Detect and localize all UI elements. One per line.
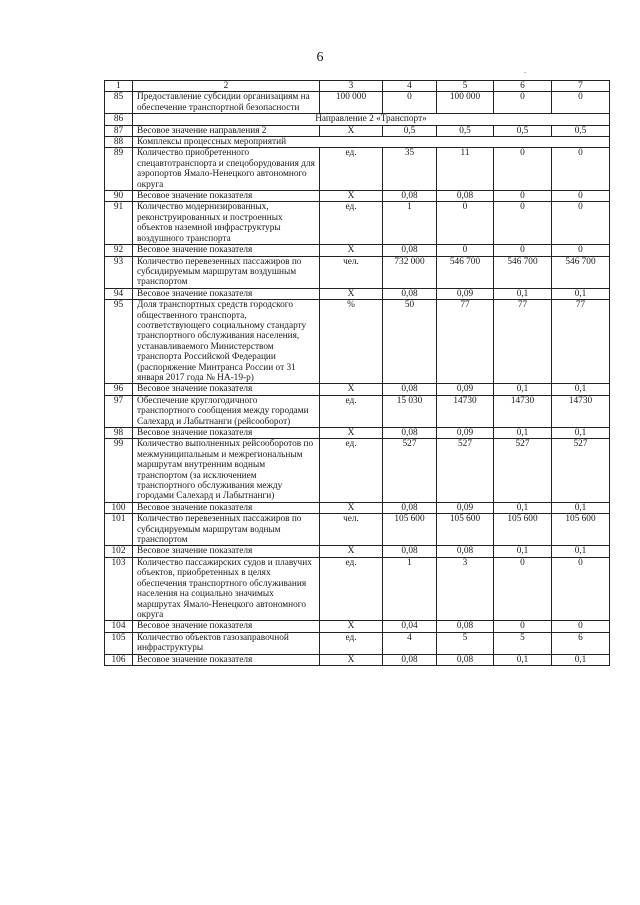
value-cell: 0 — [494, 202, 552, 245]
row-number: 100 — [105, 502, 133, 513]
header-cell: 6 — [494, 81, 552, 92]
value-cell: 1 — [383, 202, 437, 245]
header-cell: 1 — [105, 81, 133, 92]
table-row — [105, 114, 610, 125]
value-cell: 546 700 — [552, 256, 610, 288]
value-cell: 0 — [494, 621, 552, 632]
value-cell: 105 600 — [552, 514, 610, 546]
value-cell: 105 600 — [383, 514, 437, 546]
table-row — [105, 137, 610, 148]
value-cell: 732 000 — [383, 256, 437, 288]
value-cell: 0,5 — [494, 125, 552, 136]
value-cell: 15 030 — [383, 395, 437, 427]
value-cell: 0 — [552, 191, 610, 202]
table-row — [105, 300, 610, 384]
value-cell: 0,1 — [552, 502, 610, 513]
unit-cell: ед. — [320, 395, 383, 427]
value-cell: 77 — [494, 300, 552, 384]
table-row — [105, 191, 610, 202]
row-number: 92 — [105, 245, 133, 256]
value-cell: 0 — [494, 92, 552, 114]
scan-speck: . — [524, 66, 526, 75]
unit-cell: чел. — [320, 256, 383, 288]
value-cell: 5 — [437, 632, 494, 654]
value-cell: 0,1 — [494, 428, 552, 439]
table-row — [105, 245, 610, 256]
value-cell: 0,08 — [383, 428, 437, 439]
value-cell: 0 — [494, 191, 552, 202]
header-cell: 7 — [552, 81, 610, 92]
value-cell: 0,09 — [437, 384, 494, 395]
indicator-name: Весовое значение направления 2 — [133, 125, 320, 136]
table-row — [105, 148, 610, 191]
value-cell: 0,1 — [552, 428, 610, 439]
value-cell: 0,08 — [437, 191, 494, 202]
indicator-name: Количество модернизированных, реконструированных и построенных объектов наземной инфраструктуры воздушного транспорта — [133, 202, 320, 245]
table-row — [105, 632, 610, 654]
indicator-name: Количество выполненных рейсооборотов по межмуниципальным и межрегиональным маршрутам внутренним водным транспортом (за исключением транспортного обслуживания между городами Салехард и Лабытнанги) — [133, 439, 320, 502]
value-cell: 0,1 — [494, 384, 552, 395]
value-cell: 0,08 — [437, 621, 494, 632]
value-cell: 0 — [552, 245, 610, 256]
unit-cell: ед. — [320, 202, 383, 245]
row-number: 102 — [105, 546, 133, 557]
table-row — [105, 92, 610, 114]
row-number: 106 — [105, 654, 133, 665]
table-row — [105, 256, 610, 288]
table-row — [105, 546, 610, 557]
row-number: 99 — [105, 439, 133, 502]
indicator-name: Количество перевезенных пассажиров по субсидируемым маршрутам воздушным транспортом — [133, 256, 320, 288]
table-row — [105, 502, 610, 513]
indicators-table — [104, 80, 610, 666]
page-number: 6 — [316, 50, 324, 65]
unit-cell: Х — [320, 288, 383, 299]
header-cell: 5 — [437, 81, 494, 92]
value-cell: 0,5 — [552, 125, 610, 136]
value-cell: 0,04 — [383, 621, 437, 632]
header-cell: 2 — [133, 81, 320, 92]
indicator-name: Весовое значение показателя — [133, 546, 320, 557]
value-cell: 0,09 — [437, 288, 494, 299]
unit-cell: ед. — [320, 557, 383, 620]
unit-cell: Х — [320, 384, 383, 395]
header-cell: 4 — [383, 81, 437, 92]
row-number: 97 — [105, 395, 133, 427]
unit-cell: % — [320, 300, 383, 384]
value-cell: 0 — [552, 202, 610, 245]
value-cell: 0,1 — [494, 654, 552, 665]
row-number: 88 — [105, 137, 133, 148]
table-row — [105, 621, 610, 632]
value-cell: 0 — [552, 557, 610, 620]
row-number: 89 — [105, 148, 133, 191]
table-row — [105, 395, 610, 427]
unit-cell: Х — [320, 125, 383, 136]
indicator-name: Весовое значение показателя — [133, 502, 320, 513]
value-cell: 0,08 — [383, 245, 437, 256]
row-number: 85 — [105, 92, 133, 114]
value-cell: 0,1 — [552, 384, 610, 395]
unit-cell: Х — [320, 428, 383, 439]
value-cell: 3 — [437, 557, 494, 620]
unit-cell: Х — [320, 621, 383, 632]
row-number: 105 — [105, 632, 133, 654]
unit-cell: Х — [320, 654, 383, 665]
value-cell: 0,09 — [437, 428, 494, 439]
value-cell: 35 — [383, 148, 437, 191]
value-cell: 527 — [494, 439, 552, 502]
value-cell: 0,08 — [383, 654, 437, 665]
value-cell: 1 — [383, 557, 437, 620]
indicator-name: Весовое значение показателя — [133, 384, 320, 395]
indicator-name: Количество приобретенного спецавтотранспорта и спецоборудования для аэропортов Ямало-Ненецкого автономного округа — [133, 148, 320, 191]
table-row — [105, 654, 610, 665]
value-cell: 0 — [437, 202, 494, 245]
indicator-name: Весовое значение показателя — [133, 288, 320, 299]
value-cell: 0,08 — [437, 546, 494, 557]
value-cell: 0 — [494, 148, 552, 191]
row-number: 86 — [105, 114, 133, 125]
value-cell: 11 — [437, 148, 494, 191]
value-cell: 100 000 — [437, 92, 494, 114]
value-cell: 0,08 — [383, 502, 437, 513]
table-row — [105, 202, 610, 245]
indicator-name: Весовое значение показателя — [133, 621, 320, 632]
table-row — [105, 384, 610, 395]
value-cell: 0,08 — [437, 654, 494, 665]
row-number: 98 — [105, 428, 133, 439]
row-number: 103 — [105, 557, 133, 620]
value-cell: 0 — [494, 557, 552, 620]
value-cell: 0,1 — [552, 654, 610, 665]
value-cell: 14730 — [437, 395, 494, 427]
value-cell: 0 — [552, 148, 610, 191]
row-number: 95 — [105, 300, 133, 384]
value-cell: 0 — [437, 245, 494, 256]
indicator-name: Весовое значение показателя — [133, 191, 320, 202]
table-row — [105, 288, 610, 299]
value-cell: 105 600 — [437, 514, 494, 546]
value-cell: 77 — [552, 300, 610, 384]
value-cell: 0,5 — [437, 125, 494, 136]
value-cell: 0,1 — [494, 546, 552, 557]
value-cell: 0,1 — [552, 288, 610, 299]
indicator-name: Весовое значение показателя — [133, 428, 320, 439]
row-number: 94 — [105, 288, 133, 299]
value-cell: 0 — [552, 621, 610, 632]
value-cell: 0 — [494, 245, 552, 256]
value-cell: 14730 — [552, 395, 610, 427]
indicator-name: Доля транспортных средств городского общественного транспорта, соответствующего социальному стандарту транспортного обслуживания населения, устанавливаемого Министерством транспорта Российской Федерации (распоряжение Минтранса России от 31 января 2017 года № НА-19-р) — [133, 300, 320, 384]
row-number: 87 — [105, 125, 133, 136]
unit-cell: Х — [320, 191, 383, 202]
value-cell: 77 — [437, 300, 494, 384]
unit-cell: Х — [320, 546, 383, 557]
value-cell: 0 — [552, 92, 610, 114]
group-heading: Комплексы процессных мероприятий — [133, 137, 610, 148]
unit-cell: Х — [320, 502, 383, 513]
row-number: 104 — [105, 621, 133, 632]
indicator-name: Количество перевезенных пассажиров по субсидируемым маршрутам водным транспортом — [133, 514, 320, 546]
indicator-name: Весовое значение показателя — [133, 245, 320, 256]
unit-cell: ед. — [320, 439, 383, 502]
unit-cell: чел. — [320, 514, 383, 546]
value-cell: 0,08 — [383, 546, 437, 557]
value-cell: 50 — [383, 300, 437, 384]
value-cell: 0,1 — [494, 288, 552, 299]
indicator-name: Количество объектов газозаправочной инфраструктуры — [133, 632, 320, 654]
unit-cell: ед. — [320, 148, 383, 191]
value-cell: 105 600 — [494, 514, 552, 546]
value-cell: 0,09 — [437, 502, 494, 513]
value-cell: 0,1 — [552, 546, 610, 557]
row-number: 101 — [105, 514, 133, 546]
value-cell: 0,5 — [383, 125, 437, 136]
value-cell: 0,08 — [383, 384, 437, 395]
value-cell: 527 — [437, 439, 494, 502]
value-cell: 14730 — [494, 395, 552, 427]
table-header-row — [105, 81, 610, 92]
value-cell: 546 700 — [494, 256, 552, 288]
indicator-name: Предоставление субсидии организациям на обеспечение транспортной безопасности — [133, 92, 320, 114]
value-cell: 4 — [383, 632, 437, 654]
value-cell: 0,08 — [383, 288, 437, 299]
table-row — [105, 428, 610, 439]
table-row — [105, 557, 610, 620]
row-number: 96 — [105, 384, 133, 395]
value-cell: 546 700 — [437, 256, 494, 288]
row-number: 91 — [105, 202, 133, 245]
value-cell: 0 — [383, 92, 437, 114]
value-cell: 527 — [552, 439, 610, 502]
table-row — [105, 439, 610, 502]
indicator-name: Обеспечение круглогодичного транспортного сообщения между городами Салехард и Лабытнанги (рейсооборот) — [133, 395, 320, 427]
value-cell: 527 — [383, 439, 437, 502]
value-cell: 6 — [552, 632, 610, 654]
indicator-name: Весовое значение показателя — [133, 654, 320, 665]
indicator-name: Количество пассажирских судов и плавучих объектов, приобретенных в целях обеспечения транспортного обслуживания населения на социально значимых маршрутах Ямало-Ненецкого автономного округа — [133, 557, 320, 620]
table-row — [105, 125, 610, 136]
unit-cell: 100 000 — [320, 92, 383, 114]
unit-cell: ед. — [320, 632, 383, 654]
value-cell: 0,08 — [383, 191, 437, 202]
section-heading: Направление 2 «Транспорт» — [133, 114, 610, 125]
table-row — [105, 514, 610, 546]
value-cell: 0,1 — [494, 502, 552, 513]
row-number: 90 — [105, 191, 133, 202]
unit-cell: Х — [320, 245, 383, 256]
value-cell: 5 — [494, 632, 552, 654]
row-number: 93 — [105, 256, 133, 288]
header-cell: 3 — [320, 81, 383, 92]
